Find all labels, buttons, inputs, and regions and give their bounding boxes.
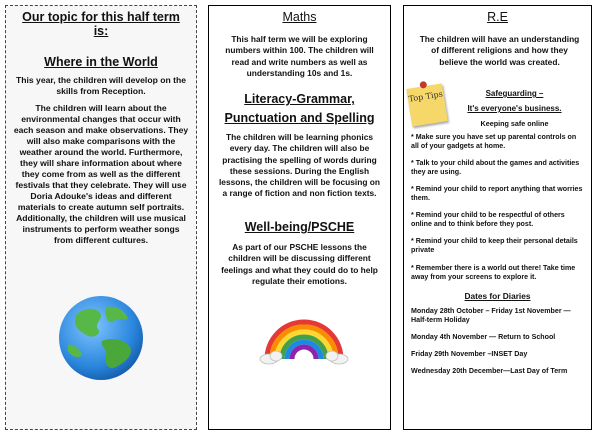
topic-panel (5, 5, 197, 430)
topic-subtitle: Where in the World (44, 55, 158, 69)
safeguarding-subheading: It's everyone's business. (467, 104, 562, 113)
maths-text: This half term we will be exploring numbers within 100. The children will read and write numbers as well as understanding 10s and 1s. (225, 34, 374, 78)
safeguarding-heading: Safeguarding – (485, 89, 544, 98)
date-item: Friday 29th November –INSET Day (411, 350, 528, 358)
topic-description: The children will learn about the environmental changes that occur with each season and make observations. They will also make comparisons with the weather around the world. Furthermore, they will share information about where they come from as well as the different festivals that they celebrate. They will use Doria Adouke's ideas and different materials to create autumn self portraits. Additionally, the children will use musical instruments to perform weather songs from different cultures. (13, 103, 189, 245)
literacy-heading: Literacy-Grammar, Punctuation and Spelling (224, 92, 375, 125)
re-heading: R.E (487, 10, 508, 24)
wellbeing-heading: Well-being/PSCHE (244, 220, 355, 234)
top-tips-note: Top Tips (406, 83, 448, 126)
topic-intro: This year, the children will develop on the skills from Reception. (15, 75, 186, 96)
re-safeguarding-panel (403, 5, 592, 430)
wellbeing-text: As part of our PSCHE lessons the children will be discussing different feelings and what they could do to help regulate their emotions. (221, 242, 378, 286)
tip-item: * Talk to your child about the games and activities they are using. (411, 159, 580, 177)
tip-item: * Remind your child to keep their personal details private (411, 237, 578, 255)
rainbow-icon (259, 311, 349, 366)
safe-online-heading: Keeping safe online (480, 119, 549, 128)
date-item: Monday 4th November — Return to School (411, 333, 556, 341)
date-item: Wednesday 20th December—Last Day of Term (411, 367, 568, 375)
earth-globe-icon (54, 293, 149, 383)
topic-title: Our topic for this half term is: (22, 10, 180, 38)
literacy-text: The children will be learning phonics every day. The children will also be practising the spelling of words during these sessions. During the English lessons, the children will be focusing on a range of fiction and non fiction texts. (218, 132, 380, 199)
tip-item: * Remind your child to be respectful of others online and to think before they post. (411, 211, 565, 229)
tip-item: * Make sure you have set up parental controls on all of your gadgets at home. (411, 133, 577, 151)
re-text: The children will have an understanding of different religions and how they believe the world was created. (419, 34, 580, 67)
maths-heading: Maths (282, 10, 317, 24)
date-item: Monday 28th October – Friday 1st November — Half-term Holiday (411, 307, 571, 325)
curriculum-panel (208, 5, 391, 430)
dates-heading: Dates for Diaries (464, 291, 531, 301)
tip-item: * Remind your child to report anything that worries them. (411, 185, 583, 203)
tip-item: * Remember there is a world out there! Take time away from your screens to explore it. (411, 264, 576, 282)
